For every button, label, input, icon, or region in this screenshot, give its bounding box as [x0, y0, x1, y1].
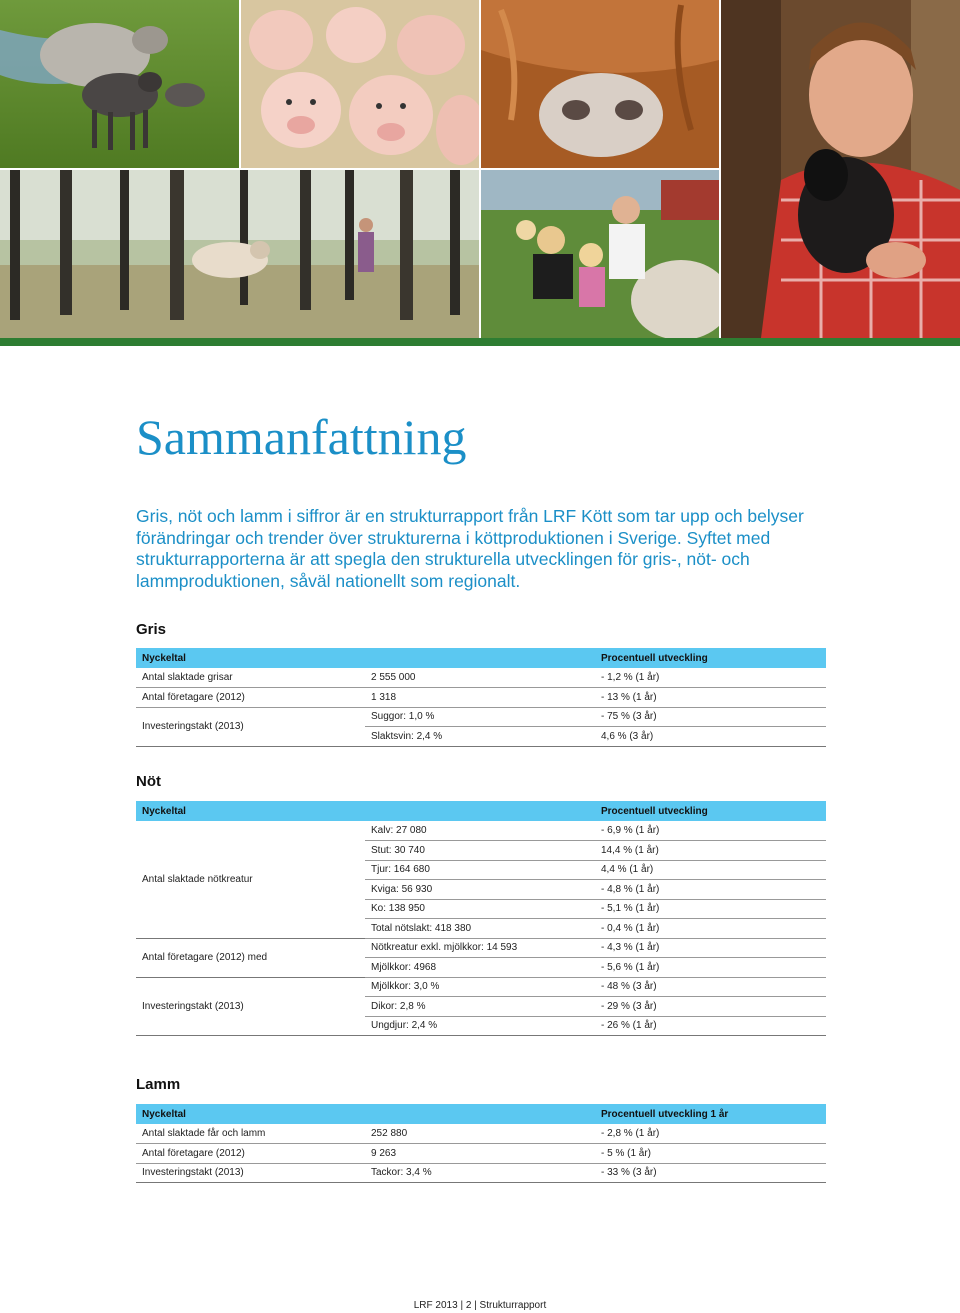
row-value: Tackor: 3,4 % — [365, 1163, 595, 1183]
header-nyckeltal: Nyckeltal — [136, 1104, 365, 1124]
row-change: - 6,9 % (1 år) — [595, 821, 826, 841]
row-value: Suggor: 1,0 % — [365, 707, 595, 727]
row-change: 14,4 % (1 år) — [595, 841, 826, 861]
row-change: - 33 % (3 år) — [595, 1163, 826, 1183]
row-label: Antal slaktade får och lamm — [136, 1124, 365, 1144]
row-label: Antal företagare (2012) med — [136, 938, 365, 977]
row-label: Investeringstakt (2013) — [136, 1163, 365, 1183]
photo-collage — [0, 0, 960, 346]
table-header — [136, 801, 826, 821]
row-change: - 48 % (3 år) — [595, 977, 826, 997]
row-change: - 13 % (1 år) — [595, 688, 826, 708]
table-not — [136, 801, 826, 1036]
row-change: - 1,2 % (1 år) — [595, 668, 826, 688]
table-header — [136, 648, 826, 668]
row-change: - 29 % (3 år) — [595, 997, 826, 1017]
row-value: 2 555 000 — [365, 668, 595, 688]
row-change: 4,4 % (1 år) — [595, 860, 826, 880]
section-title-lamm: Lamm — [136, 1076, 181, 1093]
row-change: - 5 % (1 år) — [595, 1144, 826, 1164]
row-label: Investeringstakt (2013) — [136, 707, 365, 746]
table-row — [136, 668, 826, 688]
sheep-photo — [0, 0, 239, 168]
row-change: - 26 % (1 år) — [595, 1016, 826, 1036]
row-value: Stut: 30 740 — [365, 841, 595, 861]
table-lamm — [136, 1104, 826, 1183]
section-title-gris: Gris — [136, 621, 167, 638]
page-footer: LRF 2013 | 2 | Strukturrapport — [413, 1300, 547, 1311]
row-change: 4,6 % (3 år) — [595, 727, 826, 747]
row-change: - 5,1 % (1 år) — [595, 899, 826, 919]
pigs-photo — [241, 0, 479, 168]
table-row — [136, 938, 826, 958]
family-photo — [481, 170, 719, 338]
row-value: 9 263 — [365, 1144, 595, 1164]
row-label: Antal företagare (2012) — [136, 1144, 365, 1164]
farmer-photo — [721, 0, 960, 338]
section-title-not: Nöt — [136, 773, 161, 790]
row-value: Mjölkkor: 3,0 % — [365, 977, 595, 997]
row-change: - 75 % (3 år) — [595, 707, 826, 727]
header-utveckling: Procentuell utveckling 1 år — [595, 1104, 826, 1124]
header-utveckling: Procentuell utveckling — [595, 801, 826, 821]
row-change: - 5,6 % (1 år) — [595, 958, 826, 978]
row-change: - 4,8 % (1 år) — [595, 880, 826, 900]
header-nyckeltal: Nyckeltal — [136, 648, 365, 668]
row-label: Antal slaktade grisar — [136, 668, 365, 688]
row-value: Nötkreatur exkl. mjölkkor: 14 593 — [365, 938, 595, 958]
row-label: Antal företagare (2012) — [136, 688, 365, 708]
intro-paragraph: Gris, nöt och lamm i siffror är en strukturrapport från LRF Kött som tar upp och belyser förändringar och trender över strukturerna i köttproduktionen i Sverige. Syftet med strukturrapporterna är att spegla den strukturella utvecklingen för gris-, nöt- och lammproduktionen, såväl nationellt som regionalt. — [136, 506, 804, 591]
table-gris — [136, 648, 826, 747]
row-value: Slaktsvin: 2,4 % — [365, 727, 595, 747]
row-value: Mjölkkor: 4968 — [365, 958, 595, 978]
row-value: Tjur: 164 680 — [365, 860, 595, 880]
row-value: Total nötslakt: 418 380 — [365, 919, 595, 939]
forest-photo — [0, 170, 479, 338]
header-value — [365, 801, 595, 821]
row-change: - 4,3 % (1 år) — [595, 938, 826, 958]
row-change: - 0,4 % (1 år) — [595, 919, 826, 939]
row-label: Investeringstakt (2013) — [136, 977, 365, 1036]
table-row — [136, 1144, 826, 1164]
page-title: Sammanfattning — [136, 409, 467, 465]
header-value — [365, 1104, 595, 1124]
table-row — [136, 821, 826, 841]
header-utveckling: Procentuell utveckling — [595, 648, 826, 668]
header-nyckeltal: Nyckeltal — [136, 801, 365, 821]
row-value: Kalv: 27 080 — [365, 821, 595, 841]
table-row — [136, 977, 826, 997]
table-row — [136, 1163, 826, 1183]
table-row — [136, 688, 826, 708]
row-value: Ko: 138 950 — [365, 899, 595, 919]
row-value: Dikor: 2,8 % — [365, 997, 595, 1017]
header-value — [365, 648, 595, 668]
table-row — [136, 1124, 826, 1144]
row-value: Ungdjur: 2,4 % — [365, 1016, 595, 1036]
row-label: Antal slaktade nötkreatur — [136, 821, 365, 938]
table-row — [136, 707, 826, 727]
row-value: 252 880 — [365, 1124, 595, 1144]
table-header — [136, 1104, 826, 1124]
row-value: 1 318 — [365, 688, 595, 708]
row-value: Kviga: 56 930 — [365, 880, 595, 900]
green-divider-bar — [0, 338, 960, 346]
cow-photo — [481, 0, 719, 168]
row-change: - 2,8 % (1 år) — [595, 1124, 826, 1144]
